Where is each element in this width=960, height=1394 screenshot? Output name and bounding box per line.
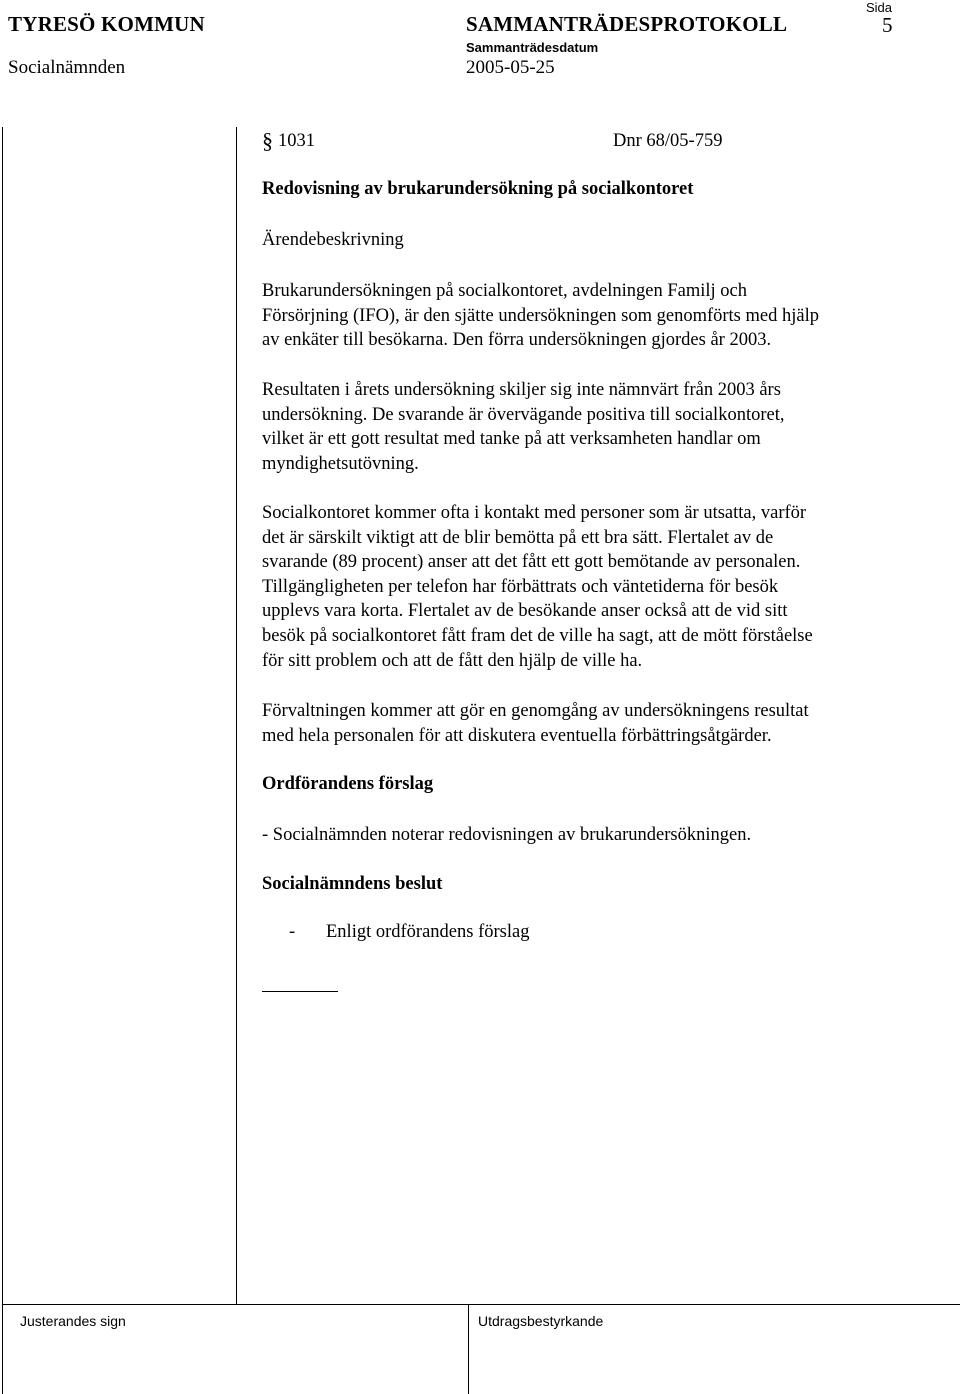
proposal-text: - Socialnämnden noterar redovisningen av brukarundersökningen.: [262, 825, 752, 845]
content-divider-line: [236, 127, 237, 1304]
text-line: svarande (89 procent) anser att det fått ett gott bemötande av personalen.: [262, 552, 801, 573]
case-number: 1031: [278, 131, 315, 151]
section-symbol: §: [262, 128, 273, 153]
text-line: Socialkontoret kommer ofta i kontakt med personer som är utsatta, varför: [262, 503, 807, 523]
text-line: besök på socialkontoret fått fram det de ville ha sagt, att de mött förståelse: [262, 625, 813, 646]
proposal-heading: Ordförandens förslag: [262, 774, 434, 794]
page-label: Sida: [866, 0, 893, 15]
decision-dash: -: [289, 922, 296, 942]
text-line: för sitt problem och att de fått den hjälp de ville ha.: [262, 650, 643, 671]
organization-name: TYRESÖ KOMMUN: [8, 12, 205, 36]
description-heading: Ärendebeskrivning: [262, 230, 404, 250]
paragraph-3: [262, 501, 813, 673]
paragraph-1: [262, 279, 819, 353]
text-line: upplevs vara korta. Flertalet av de besökande anser också att de vid sitt: [262, 601, 788, 622]
text-line: med hela personalen för att diskutera eventuella förbättringsåtgärder.: [262, 725, 772, 746]
committee-name: Socialnämnden: [8, 57, 126, 78]
certification-label: Utdragsbestyrkande: [478, 1313, 604, 1329]
signature-rule: [262, 991, 338, 992]
paragraph-2: [262, 378, 784, 476]
text-line: Tillgängligheten per telefon har förbättrats och väntetiderna för besök: [262, 576, 779, 597]
text-line: Brukarundersökningen på socialkontoret, avdelningen Familj och: [262, 281, 747, 301]
registration-number: Dnr 68/05-759: [613, 131, 723, 151]
text-line: Resultaten i årets undersökning skiljer sig inte nämnvärt från 2003 års: [262, 380, 781, 400]
text-line: Försörjning (IFO), är den sjätte undersökningen som genomförts med hjälp: [262, 305, 819, 326]
text-line: av enkäter till besökarna. Den förra undersökningen gjordes år 2003.: [262, 330, 772, 351]
text-line: undersökning. De svarande är övervägande positiva till socialkontoret,: [262, 404, 785, 425]
document-type: SAMMANTRÄDESPROTOKOLL: [466, 12, 788, 36]
text-line: myndighetsutövning.: [262, 453, 419, 474]
case-title: Redovisning av brukarundersökning på socialkontoret: [262, 179, 694, 199]
meeting-date: 2005-05-25: [466, 57, 555, 78]
text-line: vilket är ett gott resultat med tanke på att verksamheten handlar om: [262, 429, 761, 450]
left-margin-line: [2, 127, 3, 1394]
decision-heading: Socialnämndens beslut: [262, 874, 443, 894]
footer-divider-line: [2, 1304, 960, 1305]
footer-column-divider: [468, 1304, 469, 1394]
decision-text: Enligt ordförandens förslag: [326, 922, 530, 942]
text-line: Förvaltningen kommer att gör en genomgång av undersökningens resultat: [262, 701, 809, 721]
signature-label: Justerandes sign: [20, 1313, 126, 1329]
page-number: 5: [882, 13, 893, 37]
paragraph-4: [262, 699, 809, 748]
text-line: det är särskilt viktigt att de blir bemötta på ett bra sätt. Flertalet av de: [262, 527, 774, 548]
meeting-date-label: Sammanträdesdatum: [466, 40, 599, 55]
